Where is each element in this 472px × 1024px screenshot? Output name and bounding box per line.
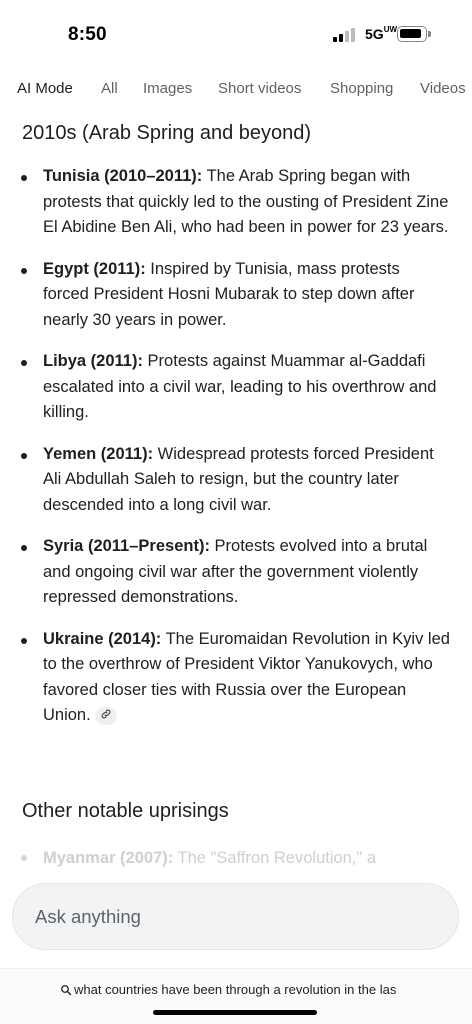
section-heading-other: Other notable uprisings <box>22 800 229 822</box>
query-text: what countries have been through a revolution in the las <box>74 982 397 997</box>
query-bar[interactable] <box>0 968 472 1024</box>
list-item <box>0 442 472 519</box>
home-indicator <box>153 1010 317 1015</box>
tab-short-videos[interactable]: Short videos <box>218 80 302 97</box>
status-time: 8:50 <box>68 24 107 45</box>
network-label <box>365 26 397 42</box>
list-item-text: The Euromaidan Revolution in Kyiv led to the overthrow of President Viktor Yanukovych, who favored closer ties with Russia over the European Union. <box>43 629 450 724</box>
ask-placeholder: Ask anything <box>35 906 141 927</box>
tab-ai-mode[interactable]: AI Mode <box>17 80 73 97</box>
tab-videos[interactable]: Videos <box>420 80 466 97</box>
faded-item-title: Myanmar (2007): <box>43 849 174 867</box>
section-heading: 2010s (Arab Spring and beyond) <box>22 122 312 144</box>
faded-list-item <box>43 849 376 868</box>
list-item-text: Widespread protests forced President Ali Abdullah Saleh to resign, but the country later descended into a long civil war. <box>43 444 434 514</box>
list-item-title: Ukraine (2014): <box>43 629 162 648</box>
link-icon[interactable] <box>95 707 117 725</box>
list-item-title: Tunisia (2010–2011): <box>43 167 203 185</box>
list-item <box>0 534 472 611</box>
list-item <box>0 627 472 729</box>
signal-icon <box>333 28 357 42</box>
ask-input[interactable] <box>12 883 459 950</box>
network-type: 5G <box>365 26 384 42</box>
list-item <box>0 257 472 334</box>
list-item-title: Syria (2011–Present): <box>43 537 210 555</box>
search-tabs <box>0 80 472 102</box>
tab-all[interactable]: All <box>101 80 118 97</box>
bullet-dot <box>21 855 27 861</box>
faded-item-text: The "Saffron Revolution," a <box>173 849 377 867</box>
list-item-text: Inspired by Tunisia, mass protests forced President Hosni Mubarak to step down after nearly 30 years in power. <box>43 259 415 329</box>
network-suffix: UW <box>383 25 398 35</box>
battery-icon <box>397 26 427 42</box>
list-item <box>0 349 472 426</box>
revolutions-list <box>0 164 472 745</box>
list-item-text: Protests against Muammar al-Gaddafi escalated into a civil war, leading to his overthrow and killing. <box>43 352 437 421</box>
search-icon <box>60 984 72 996</box>
list-item-title: Egypt (2011): <box>43 259 146 278</box>
list-item-title: Libya (2011): <box>43 352 143 370</box>
list-item-text: Protests evolved into a brutal and ongoing civil war after the government violently repressed demonstrations. <box>43 537 428 606</box>
list-item-text: The Arab Spring began with protests that quickly led to the ousting of President Zine El Abidine Ben Ali, who had been in power for 23 years. <box>43 167 449 236</box>
tab-images[interactable]: Images <box>143 80 193 97</box>
list-item <box>0 164 472 241</box>
tab-shopping[interactable]: Shopping <box>330 80 394 97</box>
list-item-title: Yemen (2011): <box>43 444 154 463</box>
status-bar <box>0 0 472 70</box>
